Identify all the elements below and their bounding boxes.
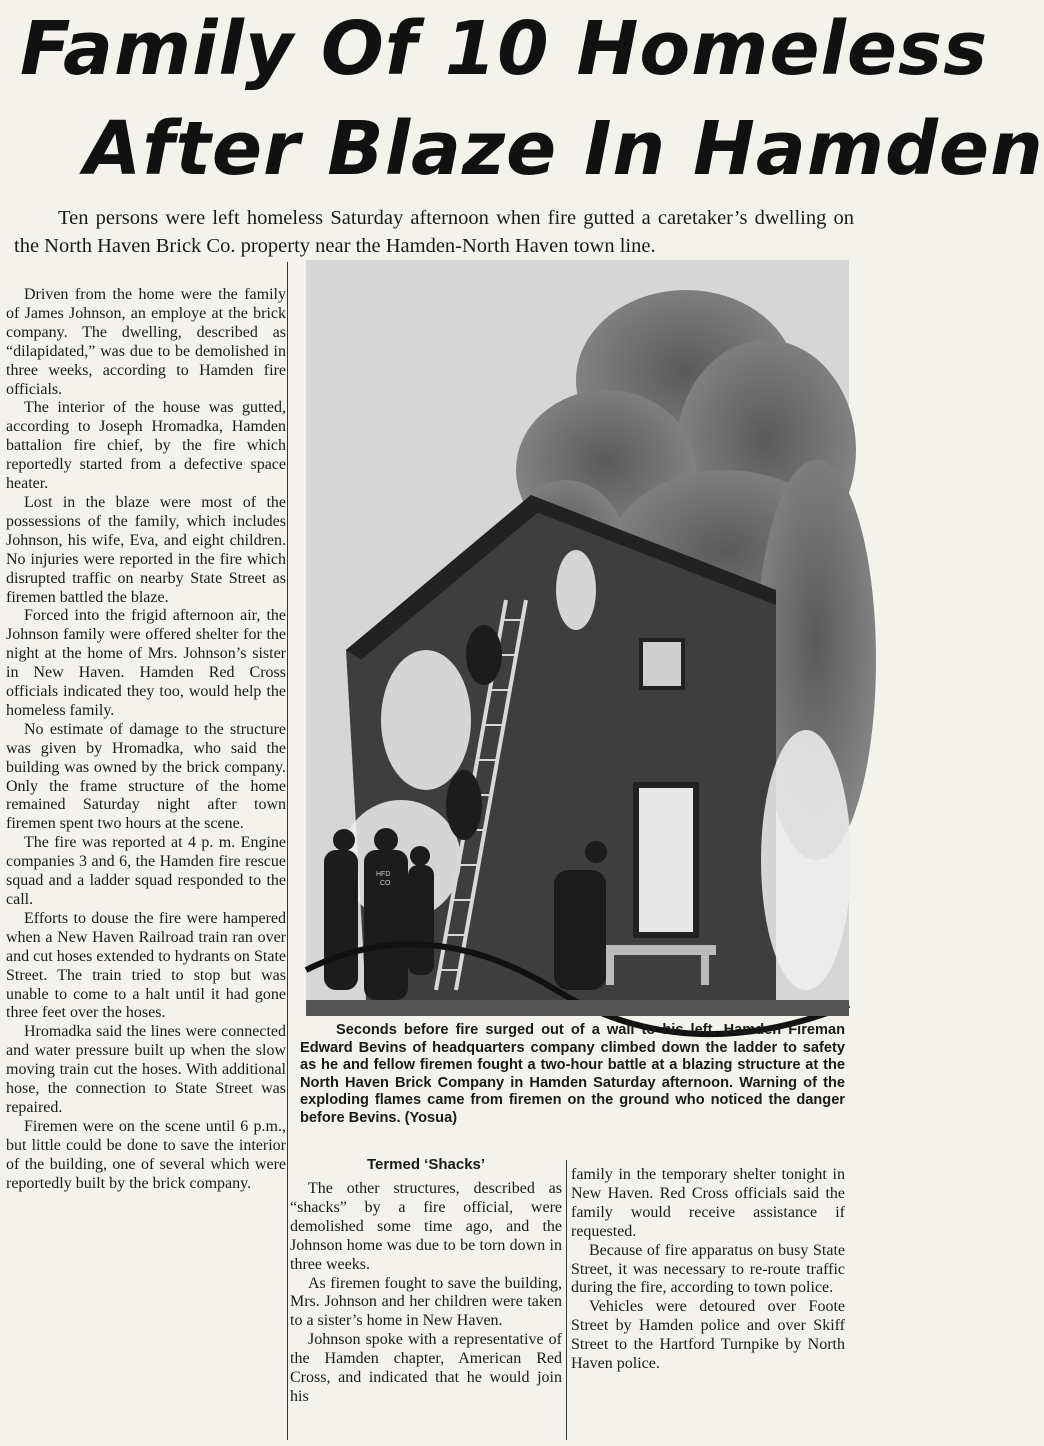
ground [306, 1000, 849, 1016]
paragraph: Johnson spoke with a representative of the Hamden chapter, American Red Cross, and indicated that he would join his [290, 1331, 562, 1405]
helmet-text: HFD [376, 871, 391, 878]
news-photo-house-fire [306, 260, 849, 1016]
paragraph: Vehicles were detoured over Foote Street by Hamden police and over Skiff Street to the Hartford Turnpike by North Haven police. [571, 1298, 845, 1373]
paragraph: Lost in the blaze were most of the possessions of the family, which includes Johnson, his wife, Eva, and eight children. No injuries were reported in the fire which disrupted traffic on nearby State Street as firemen battled the blaze. [6, 493, 286, 606]
paragraph: Efforts to douse the fire were hampered when a New Haven Railroad train ran over and cut hoses extended to hydrants on State Street. The train tried to stop but was unable to come to a halt until it had gone three feet over the hoses. [6, 909, 286, 1022]
paragraph: Forced into the frigid afternoon air, the Johnson family were offered shelter for the night at the home of Mrs. Johnson’s sister in New Haven. Hamden Red Cross officials indicated they too, would help the homeless family. [6, 607, 286, 719]
column-rule [566, 1160, 567, 1440]
lead-paragraph: Ten persons were left homeless Saturday afternoon when fire gutted a caretaker’s dwelling on the North Haven Brick Co. property near the Hamden-North Haven town line. [14, 207, 854, 257]
window [641, 640, 683, 688]
article-column-1 [6, 286, 286, 1440]
subhead: Termed ‘Shacks’ [366, 1156, 486, 1173]
paragraph: Driven from the home were the family of James Johnson, an employe at the brick company. The dwelling, described as “dilapidated,” was due to be demolished in three weeks, according to Hamden fire officials. [6, 286, 286, 398]
door [636, 785, 696, 935]
paragraph: The fire was reported at 4 p. m. Engine companies 3 and 6, the Hamden fire rescue squad and a ladder squad responded to the call. [6, 834, 286, 908]
paragraph: Hromadka said the lines were connected and water pressure built up when the slow moving train cut the hoses. With additional hose, the connection to State Street was repaired. [6, 1023, 286, 1116]
article-column-3 [571, 1166, 845, 1440]
article-column-2 [290, 1180, 562, 1440]
paragraph: No estimate of damage to the structure was given by Hromadka, who said the building was owned by the brick company. Only the frame structure of the home remained Saturday night after town firemen spent two hours at the scene. [6, 720, 286, 833]
paragraph: The other structures, described as “shacks” by a fire official, were demolished some time ago, and the Johnson home was due to be torn down in three weeks. [290, 1180, 562, 1273]
headline-line-2: After Blaze In Hamden [84, 106, 1044, 192]
column-rule [287, 262, 288, 1440]
paragraph: As firemen fought to save the building, Mrs. Johnson and her children were taken to a sister’s home in New Haven. [290, 1274, 562, 1330]
paragraph: The interior of the house was gutted, according to Joseph Hromadka, Hamden battalion fire chief, by the fire which reportedly started from a defective space heater. [6, 399, 286, 493]
helmet-text: CO [380, 880, 391, 887]
photo-caption: Seconds before fire surged out of a wall to his left, Hamden Fireman Edward Bevins of headquarters company climbed down the ladder to safety as he and fellow firemen fought a two-hour battle at a blazing structure at the North Haven Brick Company in Hamden Saturday afternoon. Warning of the exploding flames came from firemen on the ground who noticed the danger before Bevins. (Yosua) [300, 1022, 845, 1126]
paragraph: family in the temporary shelter tonight in New Haven. Red Cross officials said the family would receive assistance if requested. [571, 1166, 845, 1240]
paragraph: Firemen were on the scene until 6 p.m., but little could be done to save the interior of the building, one of several which were reportedly built by the brick company. [6, 1117, 286, 1192]
paragraph: Because of fire apparatus on busy State Street, it was necessary to re-route traffic during the fire, according to town police. [571, 1241, 845, 1297]
headline-line-1: Family Of 10 Homeless [20, 6, 989, 92]
